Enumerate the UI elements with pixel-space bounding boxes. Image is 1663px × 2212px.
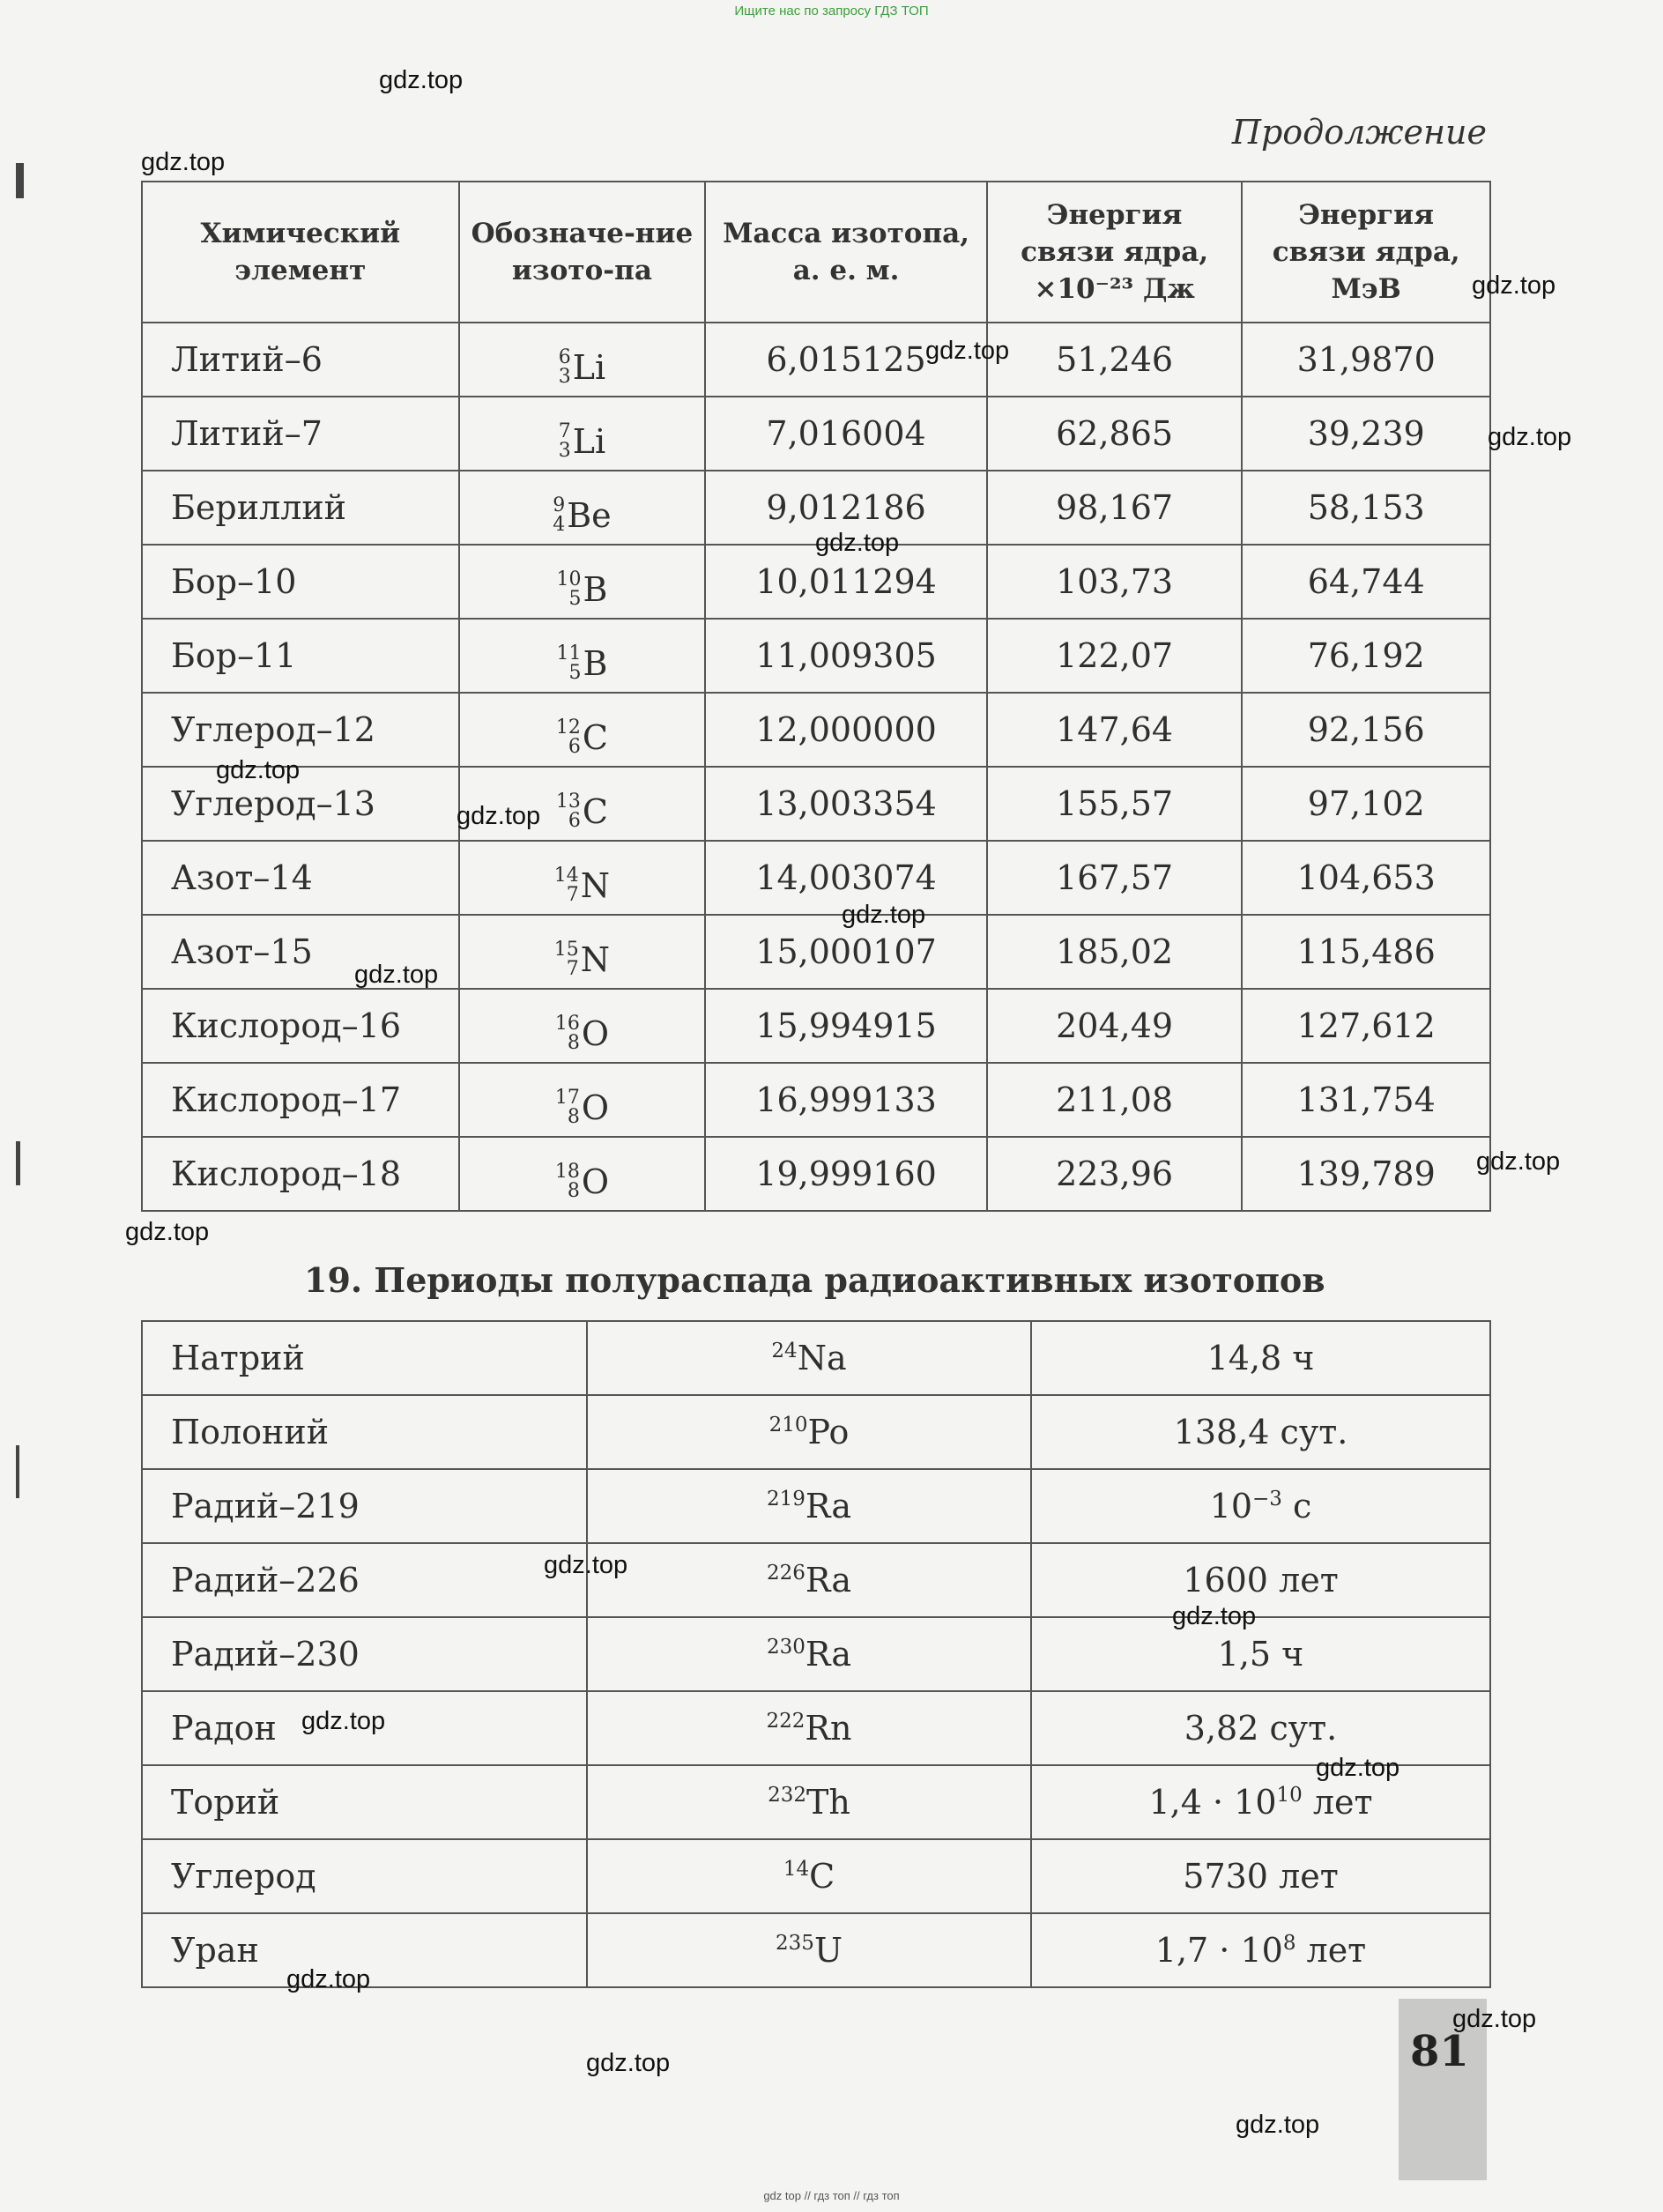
binding-energy-mev: 64,744 — [1242, 545, 1490, 619]
element-symbol: Th — [806, 1783, 850, 1822]
mass-number: 210 — [768, 1414, 808, 1436]
table-row — [142, 1617, 1490, 1691]
element-name: Литий–6 — [142, 323, 459, 397]
half-life-period — [1031, 1839, 1490, 1913]
element-name: Кислород–17 — [142, 1063, 459, 1137]
mass-number: 232 — [768, 1784, 807, 1807]
isotope-notation — [587, 1765, 1031, 1839]
element-symbol: Ra — [805, 1635, 852, 1674]
isotope-notation — [459, 693, 706, 767]
page-number: 81 — [1410, 2027, 1469, 2076]
atomic-number: 5 — [568, 662, 582, 684]
period-exponent: 10 — [1276, 1784, 1303, 1807]
isotope-notation — [587, 1543, 1031, 1617]
element-symbol: Li — [572, 348, 606, 387]
binding-energy-j: 98,167 — [987, 471, 1243, 545]
period-unit: лет — [1296, 1931, 1367, 1970]
watermark: gdz.top — [586, 2049, 671, 2077]
table-row — [142, 397, 1490, 471]
isotope-notation — [459, 323, 706, 397]
element-symbol: Po — [807, 1413, 850, 1451]
period-base: 1,7 · 10 — [1154, 1931, 1283, 1970]
mass-number: 17 — [554, 1087, 580, 1109]
mass-number: 11 — [556, 642, 582, 664]
binding-energy-j: 155,57 — [987, 767, 1243, 841]
element-name: Уран — [142, 1913, 587, 1987]
mass-number: 10 — [556, 568, 582, 590]
binding-energy-j: 223,96 — [987, 1137, 1243, 1211]
watermark: gdz.top — [1316, 1754, 1400, 1782]
table-row — [142, 1321, 1490, 1395]
element-name: Бериллий — [142, 471, 459, 545]
table-row — [142, 1839, 1490, 1913]
binding-energy-j: 51,246 — [987, 323, 1243, 397]
binding-energy-j: 122,07 — [987, 619, 1243, 693]
element-name: Бор–10 — [142, 545, 459, 619]
element-symbol: Na — [797, 1339, 847, 1377]
binding-energy-mev: 58,153 — [1242, 471, 1490, 545]
mass-number: 24 — [771, 1340, 798, 1362]
mass-number: 9 — [553, 494, 566, 516]
mass-number: 13 — [555, 791, 581, 813]
element-symbol: O — [581, 1162, 609, 1201]
mass-number: 219 — [766, 1488, 806, 1511]
element-symbol: N — [580, 940, 611, 979]
watermark: gdz.top — [1236, 2111, 1320, 2139]
watermark: gdz.top — [379, 66, 464, 94]
section-title: 19. Периоды полураспада радиоактивных изотопов — [304, 1260, 1325, 1300]
element-symbol: N — [580, 866, 611, 905]
element-name: Бор–11 — [142, 619, 459, 693]
element-name: Радий–230 — [142, 1617, 587, 1691]
element-name: Натрий — [142, 1321, 587, 1395]
period-value: 138,4 сут. — [1173, 1413, 1348, 1451]
isotope-notation — [587, 1321, 1031, 1395]
element-name: Углерод–13 — [142, 767, 459, 841]
table-row — [142, 1137, 1490, 1211]
element-name: Радий–219 — [142, 1469, 587, 1543]
half-life-period — [1031, 1913, 1490, 1987]
mass-number: 14 — [783, 1858, 810, 1881]
element-name: Радон — [142, 1691, 587, 1765]
element-name: Радий–226 — [142, 1543, 587, 1617]
binding-energy-mev: 31,9870 — [1242, 323, 1490, 397]
element-symbol: C — [809, 1857, 835, 1896]
element-name: Полоний — [142, 1395, 587, 1469]
atomic-number: 8 — [567, 1032, 580, 1054]
atomic-number: 7 — [566, 958, 579, 980]
element-name: Кислород–18 — [142, 1137, 459, 1211]
column-header-element: Химический элемент — [142, 182, 459, 323]
half-life-table — [141, 1320, 1491, 1988]
element-symbol: C — [582, 792, 608, 831]
left-edge-mark — [16, 163, 24, 198]
table-row — [142, 841, 1490, 915]
element-name: Кислород–16 — [142, 989, 459, 1063]
isotope-notation — [459, 989, 706, 1063]
atomic-number: 6 — [568, 810, 581, 832]
mass-number: 226 — [766, 1562, 806, 1585]
watermark: gdz.top — [1172, 1602, 1257, 1630]
atomic-number: 6 — [568, 736, 581, 758]
element-symbol: Ra — [805, 1487, 852, 1525]
column-header-energy-mev: Энергия связи ядра, МэВ — [1242, 182, 1490, 323]
isotope-mass: 14,003074 — [705, 841, 987, 915]
isotope-notation — [459, 545, 706, 619]
period-unit: лет — [1302, 1783, 1373, 1822]
isotope-notation — [459, 915, 706, 989]
table-row — [142, 1765, 1490, 1839]
mass-number: 12 — [555, 716, 581, 739]
table-row — [142, 989, 1490, 1063]
isotope-binding-energy-table — [141, 181, 1491, 1212]
binding-energy-mev: 104,653 — [1242, 841, 1490, 915]
period-value: 1600 лет — [1183, 1561, 1339, 1600]
mass-number: 16 — [554, 1013, 580, 1035]
bottom-site-links[interactable]: gdz top // гдз топ // гдз топ — [763, 2189, 900, 2202]
atomic-number: 3 — [558, 366, 571, 388]
period-exponent: 8 — [1282, 1932, 1296, 1955]
top-search-link[interactable]: Ищите нас по запросу ГДЗ ТОП — [734, 4, 929, 19]
watermark: gdz.top — [286, 1965, 371, 1993]
binding-energy-mev: 115,486 — [1242, 915, 1490, 989]
binding-energy-mev: 76,192 — [1242, 619, 1490, 693]
isotope-mass: 9,012186 — [705, 471, 987, 545]
binding-energy-j: 204,49 — [987, 989, 1243, 1063]
watermark: gdz.top — [1476, 1147, 1561, 1176]
binding-energy-mev: 131,754 — [1242, 1063, 1490, 1137]
half-life-period — [1031, 1617, 1490, 1691]
watermark: gdz.top — [544, 1551, 628, 1579]
watermark: gdz.top — [301, 1707, 386, 1735]
binding-energy-mev: 92,156 — [1242, 693, 1490, 767]
watermark: gdz.top — [457, 802, 541, 830]
period-exponent: −3 — [1252, 1488, 1282, 1511]
mass-number: 235 — [776, 1932, 814, 1955]
period-value: 3,82 сут. — [1184, 1709, 1338, 1748]
half-life-period — [1031, 1469, 1490, 1543]
isotope-notation — [587, 1913, 1031, 1987]
table-row — [142, 619, 1490, 693]
isotope-mass: 10,011294 — [705, 545, 987, 619]
isotope-notation — [587, 1691, 1031, 1765]
atomic-number: 7 — [566, 884, 579, 906]
mass-number: 7 — [558, 420, 571, 442]
left-edge-mark — [16, 1141, 20, 1185]
half-life-period — [1031, 1765, 1490, 1839]
column-header-energy-j: Энергия связи ядра, ×10⁻²³ Дж — [987, 182, 1243, 323]
binding-energy-mev: 39,239 — [1242, 397, 1490, 471]
table-row — [142, 1063, 1490, 1137]
period-base: 10 — [1209, 1487, 1253, 1525]
table-row — [142, 767, 1490, 841]
element-symbol: Li — [572, 422, 606, 461]
watermark: gdz.top — [815, 529, 900, 557]
isotope-notation — [587, 1839, 1031, 1913]
watermark: gdz.top — [925, 337, 1010, 365]
isotope-mass: 15,994915 — [705, 989, 987, 1063]
isotope-mass: 13,003354 — [705, 767, 987, 841]
table-row — [142, 1469, 1490, 1543]
element-symbol: Rn — [805, 1709, 852, 1748]
element-name: Торий — [142, 1765, 587, 1839]
element-symbol: B — [583, 644, 608, 683]
watermark: gdz.top — [1452, 2005, 1537, 2033]
left-edge-mark — [16, 1445, 19, 1498]
binding-energy-j: 211,08 — [987, 1063, 1243, 1137]
atomic-number: 4 — [553, 514, 566, 536]
isotope-mass: 15,000107 — [705, 915, 987, 989]
watermark: gdz.top — [141, 148, 226, 176]
isotope-notation — [587, 1469, 1031, 1543]
isotope-mass: 7,016004 — [705, 397, 987, 471]
mass-number: 6 — [558, 346, 571, 368]
mass-number: 222 — [766, 1710, 806, 1733]
atomic-number: 8 — [567, 1106, 580, 1128]
element-symbol: O — [581, 1014, 609, 1053]
half-life-period — [1031, 1395, 1490, 1469]
watermark: gdz.top — [1488, 423, 1572, 451]
isotope-notation — [459, 397, 706, 471]
period-unit: с — [1281, 1487, 1312, 1525]
isotope-notation — [459, 471, 706, 545]
element-name: Литий–7 — [142, 397, 459, 471]
period-value: 1,5 ч — [1217, 1635, 1304, 1674]
half-life-period — [1031, 1321, 1490, 1395]
watermark: gdz.top — [1472, 271, 1556, 300]
watermark: gdz.top — [354, 961, 439, 989]
binding-energy-j: 167,57 — [987, 841, 1243, 915]
mass-number: 15 — [553, 939, 579, 961]
element-symbol: Be — [567, 496, 612, 535]
element-name: Углерод — [142, 1839, 587, 1913]
element-symbol: C — [582, 718, 608, 757]
isotope-mass: 19,999160 — [705, 1137, 987, 1211]
element-name: Углерод–12 — [142, 693, 459, 767]
period-value: 14,8 ч — [1206, 1339, 1315, 1377]
element-name: Азот–14 — [142, 841, 459, 915]
isotope-notation — [459, 1137, 706, 1211]
isotope-mass: 6,015125 — [705, 323, 987, 397]
watermark: gdz.top — [842, 901, 926, 929]
binding-energy-j: 62,865 — [987, 397, 1243, 471]
table-row — [142, 1543, 1490, 1617]
element-symbol: U — [813, 1931, 843, 1970]
atomic-number: 5 — [568, 588, 582, 610]
column-header-notation: Обозначе-ние изото-па — [459, 182, 706, 323]
table-row — [142, 693, 1490, 767]
binding-energy-mev: 139,789 — [1242, 1137, 1490, 1211]
mass-number: 14 — [553, 865, 579, 887]
period-value: 5730 лет — [1183, 1857, 1339, 1896]
table-header-row — [142, 182, 1490, 323]
isotope-notation — [587, 1395, 1031, 1469]
isotope-notation — [459, 1063, 706, 1137]
element-symbol: Ra — [805, 1561, 852, 1600]
isotope-mass: 12,000000 — [705, 693, 987, 767]
table-row — [142, 915, 1490, 989]
continuation-label: Продолжение — [1231, 113, 1487, 152]
watermark: gdz.top — [216, 756, 301, 784]
table-row — [142, 1395, 1490, 1469]
half-life-period — [1031, 1691, 1490, 1765]
atomic-number: 8 — [567, 1180, 580, 1202]
element-symbol: B — [583, 570, 608, 609]
period-base: 1,4 · 10 — [1148, 1783, 1277, 1822]
isotope-notation — [459, 619, 706, 693]
binding-energy-j: 147,64 — [987, 693, 1243, 767]
atomic-number: 3 — [558, 440, 571, 462]
isotope-mass: 11,009305 — [705, 619, 987, 693]
binding-energy-j: 185,02 — [987, 915, 1243, 989]
binding-energy-mev: 97,102 — [1242, 767, 1490, 841]
column-header-mass: Масса изотопа, а. е. м. — [705, 182, 987, 323]
binding-energy-mev: 127,612 — [1242, 989, 1490, 1063]
mass-number: 230 — [766, 1636, 806, 1659]
mass-number: 18 — [554, 1161, 580, 1183]
watermark: gdz.top — [125, 1218, 210, 1246]
element-symbol: O — [581, 1088, 609, 1127]
table-row — [142, 323, 1490, 397]
binding-energy-j: 103,73 — [987, 545, 1243, 619]
element-name: Азот–15 — [142, 915, 459, 989]
half-life-period — [1031, 1543, 1490, 1617]
isotope-notation — [459, 841, 706, 915]
isotope-mass: 16,999133 — [705, 1063, 987, 1137]
isotope-notation — [587, 1617, 1031, 1691]
